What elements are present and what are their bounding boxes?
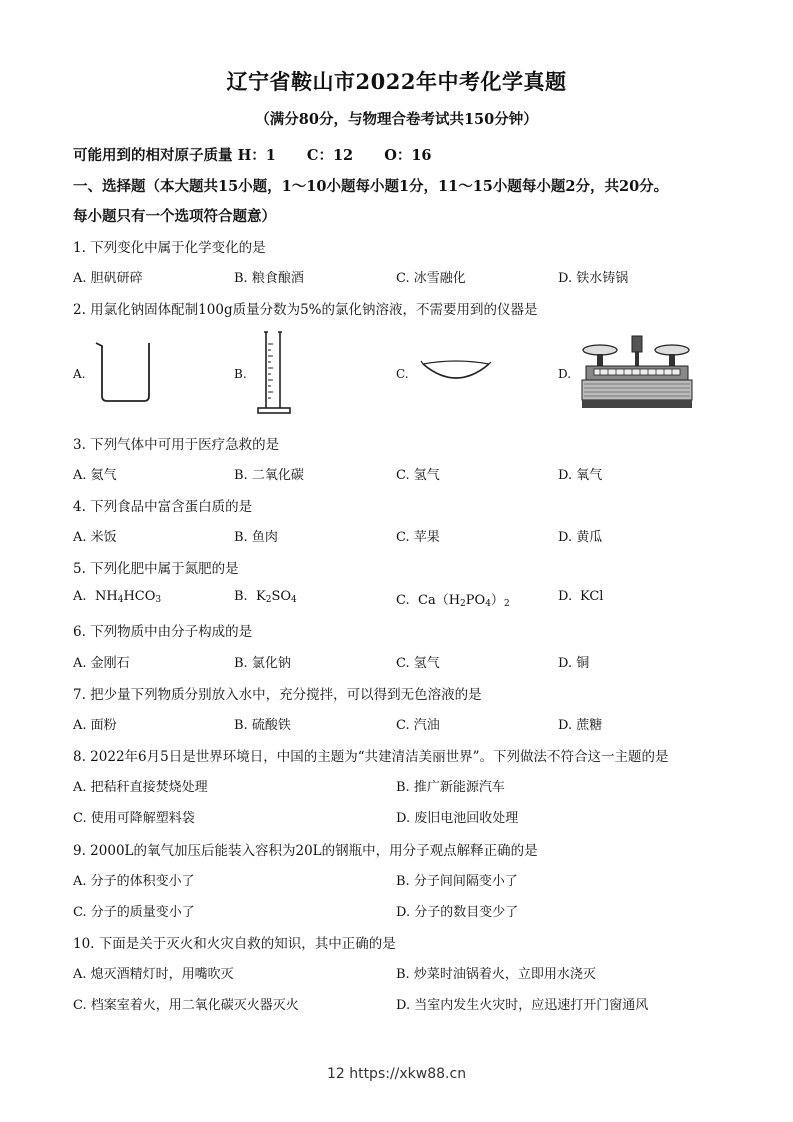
option-c: C. $Ca(H_2PO_4)_2$	[396, 593, 510, 609]
option-b: B.	[234, 367, 247, 381]
option-d: D. 当室内发生火灾时，应迅速打开门窗通风	[396, 998, 649, 1013]
page-subtitle: （满分80分，与物理合卷考试共150分钟）	[255, 111, 538, 128]
question-stem: 8. 2022年6月5日是世界环境日，中国的主题为“共建清洁美丽世界”。下列做法不符合这一主题的是	[73, 749, 669, 765]
option-d: D. 蔗糖	[558, 718, 603, 733]
option-d: D. 分子的数目变少了	[396, 905, 519, 920]
option-letter: C.	[396, 593, 410, 608]
option-c: C. 冰雪融化	[396, 271, 466, 286]
option-b: B. 分子间间隔变小了	[396, 874, 518, 889]
option-c: C. 汽油	[396, 718, 440, 733]
option-d: D. 氧气	[558, 468, 603, 483]
option-b: B. 粮食酿酒	[234, 271, 304, 286]
page-footer: 12 https://xkw88.cn	[326, 1066, 467, 1082]
option-d: D. 废旧电池回收处理	[396, 811, 519, 826]
option-c: C.	[396, 367, 409, 381]
option-letter: D.	[558, 589, 573, 604]
option-d: D. 铜	[558, 656, 590, 671]
balance-scale-image	[580, 334, 695, 412]
question-stem: 10. 下面是关于灭火和火灾自救的知识，其中正确的是	[73, 936, 396, 952]
atomic-mass-h: H：1	[237, 147, 276, 164]
option-letter: A.	[73, 589, 87, 604]
option-c: C. 使用可降解塑料袋	[73, 811, 195, 826]
option-a: A. $NH_4HCO_3$	[73, 589, 162, 605]
question-stem: 6. 下列物质中由分子构成的是	[73, 624, 253, 640]
option-c: C. 档案室着火，用二氧化碳灭火器灭火	[73, 998, 299, 1013]
question-stem: 5. 下列化肥中属于氮肥的是	[73, 561, 239, 577]
beaker-image	[94, 340, 154, 404]
section-heading: 一、选择题（本大题共15小题，1～10小题每小题1分，11～15小题每小题2分，共20分。	[73, 178, 669, 195]
option-d: D.	[558, 367, 572, 381]
question-stem: 2. 用氯化钠固体配制100g质量分数为5%的氯化钠溶液，不需要用到的仪器是	[73, 302, 538, 318]
option-d: D. 铁水铸锅	[558, 271, 629, 286]
option-b: B. 炒菜时油锅着火，立即用水浇灭	[396, 967, 596, 982]
option-a: A. 胆矾研碎	[73, 271, 143, 286]
option-b: B. 二氧化碳	[234, 468, 304, 483]
option-b: B. 鱼肉	[234, 530, 278, 545]
option-a: A. 熄灭酒精灯时，用嘴吹灭	[73, 967, 234, 982]
page-title: 辽宁省鞍山市2022年中考化学真题	[226, 69, 567, 94]
option-letter: B.	[234, 589, 248, 604]
option-d: D. KCl	[558, 589, 604, 604]
evaporating-dish-image	[420, 358, 492, 388]
question-stem: 4. 下列食品中富含蛋白质的是	[73, 499, 253, 515]
option-d: D. 黄瓜	[558, 530, 603, 545]
question-stem: 9. 2000L的氧气加压后能装入容积为20L的钢瓶中，用分子观点解释正确的是	[73, 843, 538, 859]
option-a: A. 金刚石	[73, 656, 130, 671]
option-c: C. 氢气	[396, 656, 440, 671]
graduated-cylinder-image	[254, 330, 294, 416]
option-a: A. 把秸秆直接焚烧处理	[73, 780, 208, 795]
atomic-mass-o: O：16	[384, 147, 432, 164]
option-b: B. 氯化钠	[234, 656, 291, 671]
option-b: B. 推广新能源汽车	[396, 780, 505, 795]
option-a: A. 氦气	[73, 468, 117, 483]
option-a: A.	[73, 367, 86, 381]
atomic-mass-line	[73, 144, 432, 165]
option-b: B. $K_2SO_4$	[234, 589, 297, 605]
option-c: C. 苹果	[396, 530, 440, 545]
question-stem: 3. 下列气体中可用于医疗急救的是	[73, 437, 280, 453]
option-b: B. 硫酸铁	[234, 718, 291, 733]
question-stem: 7. 把少量下列物质分别放入水中，充分搅拌，可以得到无色溶液的是	[73, 687, 482, 703]
question-stem: 1. 下列变化中属于化学变化的是	[73, 240, 266, 256]
option-c: C. 分子的质量变小了	[73, 905, 195, 920]
atomic-mass-label: 可能用到的相对原子质量	[73, 147, 233, 164]
option-c: C. 氢气	[396, 468, 440, 483]
option-a: A. 分子的体积变小了	[73, 874, 195, 889]
atomic-mass-c: C：12	[306, 147, 354, 164]
option-a: A. 面粉	[73, 718, 117, 733]
option-a: A. 米饭	[73, 530, 117, 545]
section-heading-cont: 每小题只有一个选项符合题意）	[73, 208, 276, 225]
